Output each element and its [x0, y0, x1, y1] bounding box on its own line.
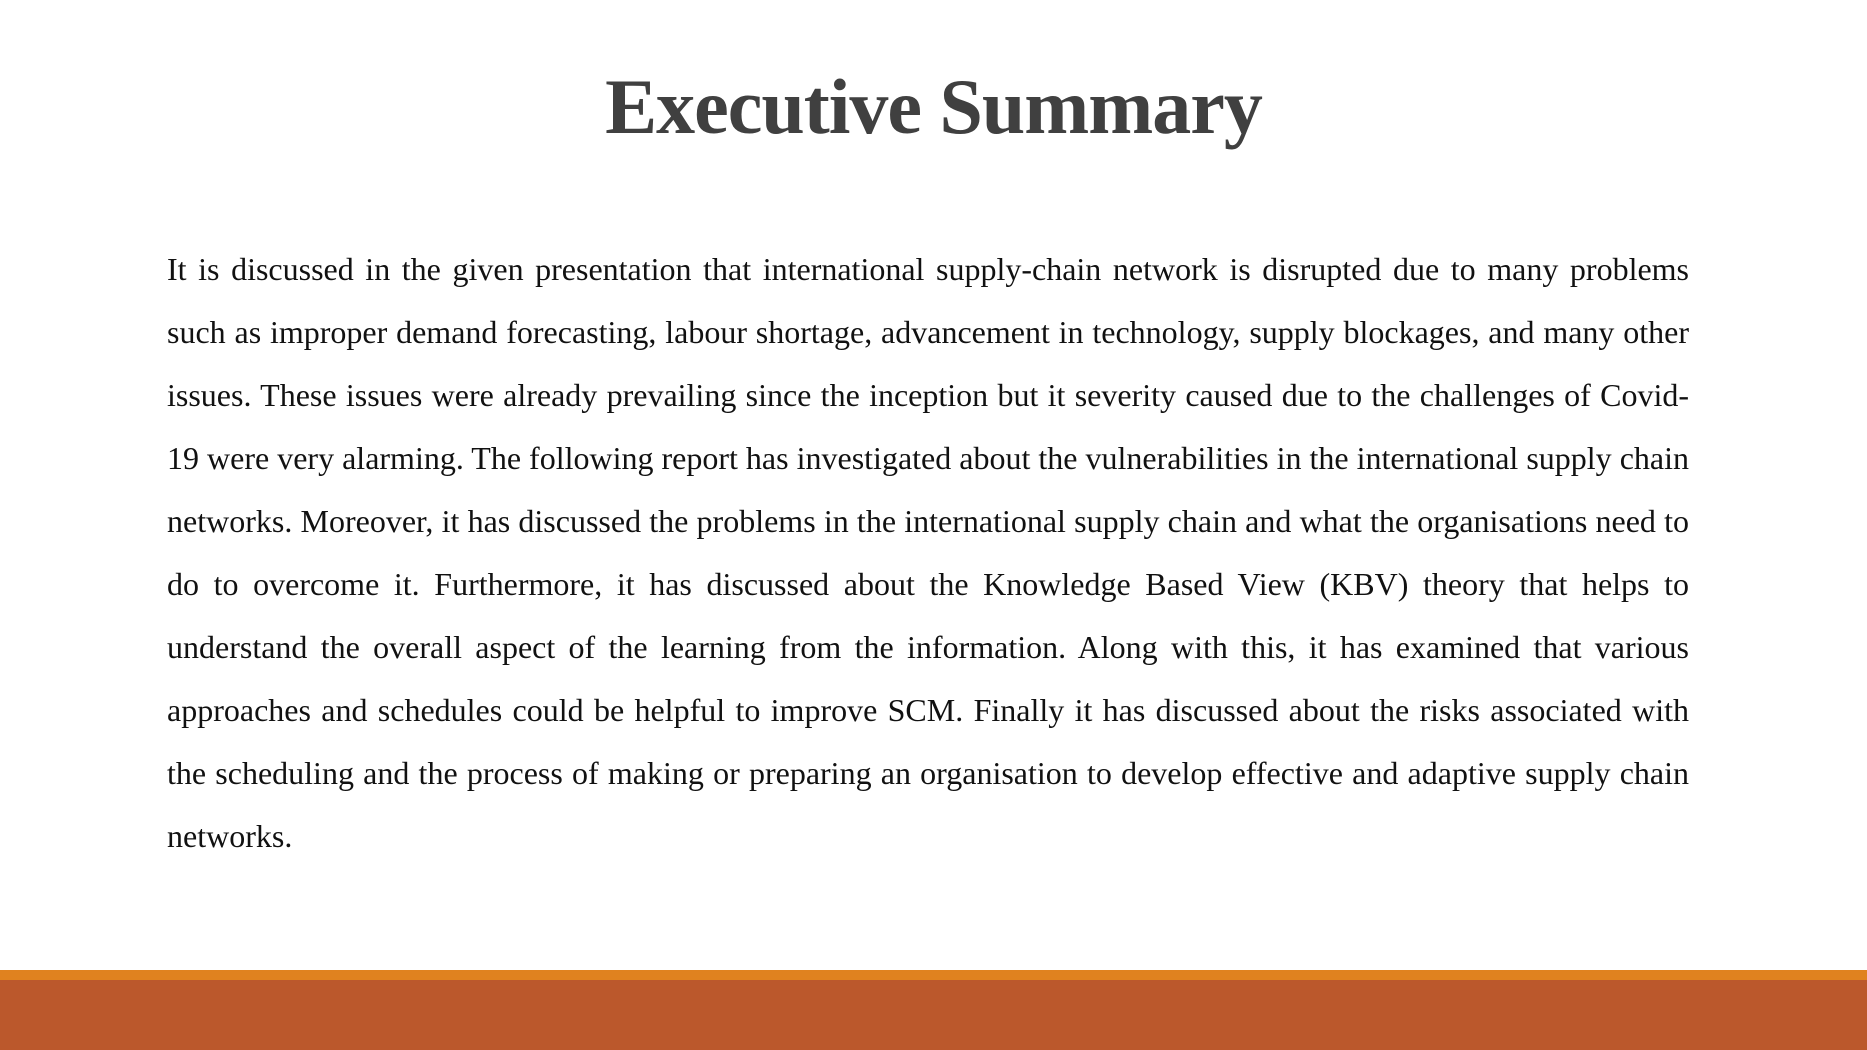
footer-band: [0, 980, 1867, 1050]
summary-paragraph: It is discussed in the given presentation that international supply-chain network is disrupted due to many problems such as improper demand forecasting, labour shortage, advancement in technology, supply blockages, and many other issues. These issues were already prevailing since the inception but it severity caused due to the challenges of Covid-19 were very alarming. The following report has investigated about the vulnerabilities in the international supply chain networks. Moreover, it has discussed the problems in the international supply chain and what the organisations need to do to overcome it. Furthermore, it has discussed about the Knowledge Based View (KBV) theory that helps to understand the overall aspect of the learning from the information. Along with this, it has examined that various approaches and schedules could be helpful to improve SCM. Finally it has discussed about the risks associated with the scheduling and the process of making or preparing an organisation to develop effective and adaptive supply chain networks.: [167, 251, 1689, 854]
footer-accent-stripe: [0, 970, 1867, 980]
slide-title: Executive Summary: [605, 63, 1262, 150]
